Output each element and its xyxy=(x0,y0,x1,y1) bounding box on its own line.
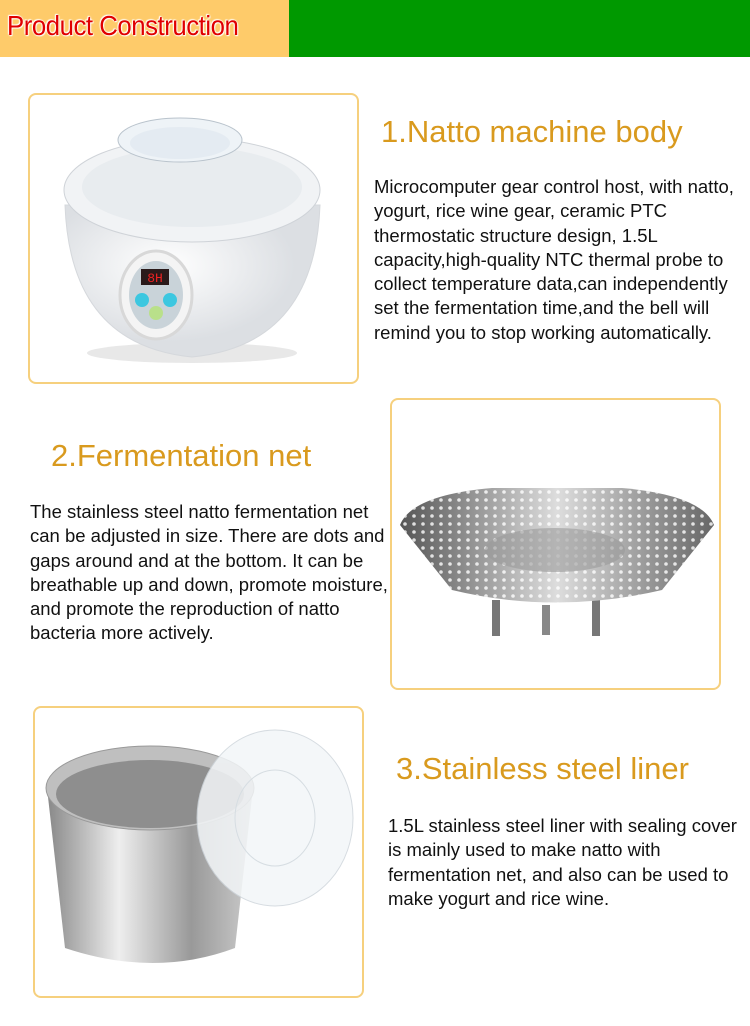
header-bar xyxy=(289,0,750,57)
net-image-frame xyxy=(390,398,721,690)
section-title-liner: 3.Stainless steel liner xyxy=(396,751,689,786)
section-desc-net: The stainless steel natto fermentation net can be adjusted in size. There are dots and gaps around and at the bottom. It can be breathable up and down, promote moisture, and promote the reproduction of natto bacteria more actively. xyxy=(30,501,388,644)
section-title-body: 1.Natto machine body xyxy=(381,114,683,149)
liner-image-frame xyxy=(33,706,364,998)
steel-liner-image xyxy=(35,708,362,996)
page-title: Product Construction xyxy=(7,10,239,41)
machine-image-frame xyxy=(28,93,359,384)
steamer-basket-image xyxy=(392,400,719,688)
display-readout: 8H xyxy=(147,271,163,286)
section-desc-liner: 1.5L stainless steel liner with sealing cover is mainly used to make natto with fermentation net, and also can be used to make yogurt and rice wine. xyxy=(388,815,737,909)
section-title-net: 2.Fermentation net xyxy=(51,438,312,473)
section-desc-body: Microcomputer gear control host, with natto, yogurt, rice wine gear, ceramic PTC thermostatic structure design, 1.5L capacity,high-quality NTC thermal probe to collect temperature data,can independently set the fermentation time,and the bell will remind you to stop working automatically. xyxy=(374,176,734,343)
natto-machine-image xyxy=(30,95,357,382)
